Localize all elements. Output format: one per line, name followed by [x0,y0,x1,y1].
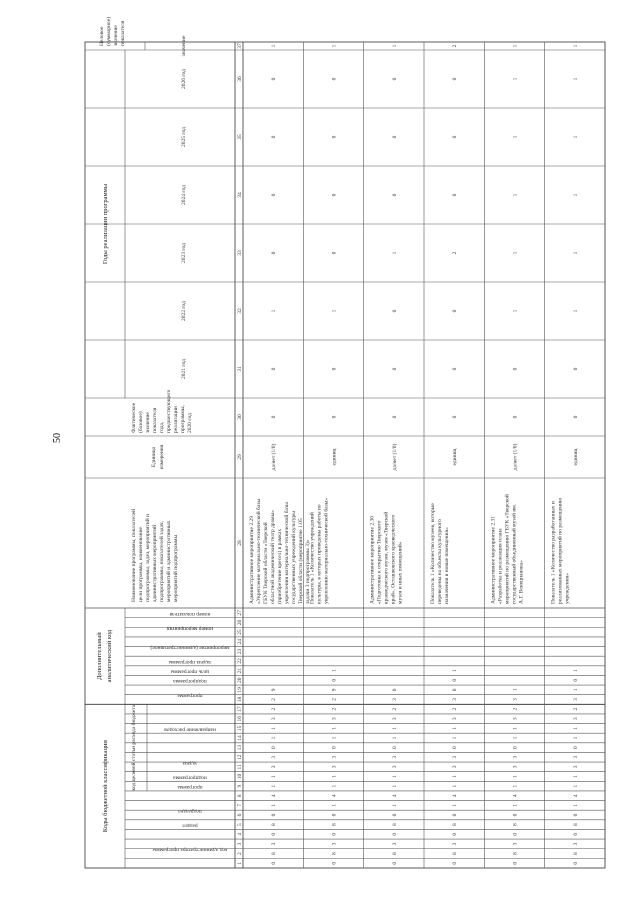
row-code-digit: 0 [452,813,459,817]
row-code-digit: 0 [452,746,459,750]
header-kcsr-group: код целевой статьи расхода бюджета [131,704,137,791]
column-number: 9 [237,784,243,788]
row-code-digit: 1 [391,775,398,778]
row-year-value: 0 [452,309,459,313]
column-number: 34 [237,192,243,198]
column-number: 12 [237,754,243,761]
row-code-digit: 0 [271,832,278,836]
row-base-value: 0 [452,415,459,419]
row-code-digit: 3 [391,755,398,759]
row-code-digit: 1 [331,784,338,788]
header-kbk-group: Коды бюджетной классификации [102,740,109,833]
row-target-value: 1 [271,44,278,48]
row-code-digit: 1 [271,736,278,740]
row-name: Административное мероприятие 2.31«Разработка и реализация планамероприятий по размещению ГБУК «Тверскойгосударственный объединенный музей им.А.Г. Венецианова» [490,494,525,604]
row-year-value: 0 [271,193,278,197]
row-code-digit: 0 [572,832,579,836]
row-code-digit: 1 [391,784,398,788]
row-code-digit: 3 [391,765,398,769]
column-number: 21 [237,667,243,674]
row-year-value: 2 [452,251,459,255]
header-year-2022: 2022 год [181,301,187,321]
row-code-digit: 0 [512,813,519,817]
row-code-digit: 3 [452,755,459,759]
row-year-value: 0 [271,367,278,371]
row-code-digit: 1 [271,784,278,788]
row-code-digit: 1 [572,784,579,788]
column-number: 15 [237,725,243,732]
row-code-digit: 8 [271,823,278,827]
header-additional-group-line2: аналитический код [106,629,113,683]
row-code-digit: 1 [271,775,278,778]
row-code-digit: 3 [331,842,338,846]
row-code-digit: 0 [331,813,338,817]
column-number: 8 [237,794,243,798]
row-code-digit: 8 [391,852,398,855]
column-number: 17 [237,706,243,712]
row-code-digit: 3 [271,842,278,846]
row-code-digit: 0 [391,832,398,836]
row-code-digit: 3 [512,842,519,846]
row-code-digit: 2 [452,707,459,711]
row-code-digit: 3 [572,765,579,769]
row-year-value: 1 [572,251,579,255]
column-number: 36 [237,76,243,82]
row-code-digit: 1 [331,804,338,807]
row-code-digit: 8 [331,852,338,855]
row-code-digit: 0 [572,746,579,750]
row-year-value: 0 [391,77,398,81]
header-year-2026: 2026 год [181,69,187,89]
column-number: 16 [237,715,243,722]
row-code-digit: 0 [572,861,579,865]
column-number: 2 [237,852,243,855]
header-fact-col: Фактическое(базовое)значениепоказателягода,предшествующегореализациипрограммы,2020 год [131,389,193,433]
row-unit: единиц [572,448,579,466]
header-code-label: направление расходов [164,726,216,733]
column-number: 37 [237,43,243,49]
row-code-digit: 3 [331,755,338,759]
row-code-digit: 2 [331,698,338,701]
row-year-value: 1 [512,77,519,81]
row-code-digit: 1 [512,688,519,692]
row-code-digit: 1 [512,726,519,730]
row-code-digit: 8 [331,823,338,827]
row-year-value: 0 [331,251,338,255]
row-unit: единиц [331,448,338,466]
column-number: 24 [237,638,243,645]
page-number: 50 [52,433,63,443]
header-code-label: цель программы [170,668,210,675]
row-code-digit: 1 [271,726,278,730]
row-target-value: 2 [452,44,459,48]
header-unit-col-line2: измерения [159,444,165,470]
header-code-label: номер показателя [169,610,211,617]
column-number: 4 [237,832,243,836]
row-code-digit: 0 [452,688,459,692]
header-code-label: подпрограмма [173,678,207,685]
row-code-digit: 1 [452,775,459,778]
row-code-digit: 8 [512,852,519,855]
row-year-value: 1 [572,193,579,197]
row-year-value: 0 [271,135,278,139]
row-code-digit: 1 [572,775,579,778]
row-year-value: 0 [391,367,398,371]
row-code-digit: 4 [452,794,459,798]
row-year-value: 1 [331,309,338,313]
header-year-2023: 2023 год [181,243,187,263]
row-code-digit: 3 [572,842,579,846]
row-code-digit: 8 [271,852,278,855]
row-code-digit: 1 [331,669,338,672]
row-code-digit: 0 [331,832,338,836]
row-code-digit: 0 [512,861,519,865]
row-year-value: 0 [331,135,338,139]
row-target-value: 1 [572,44,579,48]
header-target-sub: значение [181,35,187,57]
row-code-digit: 1 [391,726,398,730]
header-year-2021: 2021 год [181,359,187,379]
row-code-digit: 1 [331,736,338,740]
row-year-value: 1 [391,251,398,255]
row-year-value: 0 [271,251,278,255]
row-year-value: 1 [512,309,519,313]
row-year-value: 0 [271,77,278,81]
row-code-digit: 3 [452,698,459,701]
row-code-digit: 0 [331,861,338,865]
header-name-col: Наименование программы, показателейцели программы, наименованиеподпрограммы, задач, мероприятий иадминистративных мероприятийподпрограммы, показателей задач,мероприятий и административныхмероприятий подпрограммы [131,508,179,602]
header-code-label: программа [177,784,203,791]
row-code-digit: 0 [271,813,278,817]
row-code-digit: 2 [271,707,278,711]
column-number: 1 [237,861,243,865]
row-code-digit: 2 [512,707,519,711]
row-code-digit: 8 [452,852,459,855]
row-code-digit: 1 [512,804,519,807]
column-number: 33 [237,250,243,256]
header-unit-col: Единица [151,446,157,468]
row-code-digit: 3 [572,717,579,721]
header-code-label: подраздел [178,808,202,815]
row-code-digit: 1 [452,784,459,788]
row-year-value: 0 [331,367,338,371]
row-code-digit: 1 [271,804,278,807]
header-target-col: Целевое(суммарное)значениепоказателя [99,16,126,46]
row-code-digit: 3 [512,755,519,759]
row-year-value: 0 [572,367,579,371]
column-number: 10 [237,773,243,780]
header-code-label: подпрограмма [173,774,207,781]
row-code-digit: 8 [391,823,398,827]
column-number: 25 [237,629,243,635]
row-code-digit: 4 [271,794,278,798]
row-code-digit: 0 [331,746,338,750]
rotated-table-container [85,16,605,868]
row-code-digit: 3 [391,842,398,846]
row-code-digit: 1 [572,669,579,672]
row-code-digit: 1 [572,736,579,740]
row-code-digit: 1 [512,736,519,740]
row-year-value: 0 [452,367,459,371]
row-code-digit: 1 [512,775,519,778]
row-target-value: 1 [391,44,398,48]
row-base-value: 0 [391,415,398,419]
column-number: 19 [237,687,243,693]
column-number: 3 [237,842,243,846]
header-code-label: номер мероприятия [166,625,214,632]
row-year-value: 0 [391,309,398,313]
row-code-digit: 0 [452,678,459,682]
row-code-digit: 8 [572,823,579,827]
row-year-value: 1 [512,251,519,255]
header-code-label: код администратора программы [152,846,228,853]
row-code-digit: 2 [391,707,398,711]
row-year-value: 0 [452,193,459,197]
row-code-digit: 4 [331,794,338,798]
header-year-2024: 2024 год [181,185,187,205]
row-code-digit: 1 [572,688,579,692]
row-year-value: 0 [391,135,398,139]
row-year-value: 1 [271,309,278,313]
column-number: 26 [237,619,243,626]
row-unit: да/нет (1/0) [271,443,278,471]
row-base-value: 0 [512,415,519,419]
row-code-digit: 1 [331,775,338,778]
row-year-value: 1 [512,135,519,139]
row-code-digit: 0 [391,688,398,692]
column-number: 35 [237,134,243,140]
column-number: 18 [237,696,243,703]
row-code-digit: 3 [452,765,459,769]
row-code-digit: 3 [452,842,459,846]
row-name: Показатель 1 «Количество учрежденийкультуры, в которых проведены работы поукреплению материально-технической базы» [309,497,330,604]
row-code-digit: 1 [452,669,459,672]
row-code-digit: 3 [572,755,579,759]
row-code-digit: 1 [452,736,459,740]
column-number: 22 [237,658,243,664]
header-code-label: мероприятие (административное) [150,644,230,651]
column-number: 29 [237,454,243,460]
row-code-digit: 1 [391,736,398,740]
row-code-digit: 0 [331,678,338,682]
row-code-digit: 9 [271,688,278,692]
row-base-value: 0 [331,415,338,419]
row-code-digit: 0 [572,678,579,682]
column-number: 13 [237,744,243,751]
row-name: Показатель 1 «Количество музеев, которыепереведены на объекты культурногоназначения в новые помещения» [430,503,450,604]
row-code-digit: 4 [572,794,579,798]
row-code-digit: 3 [512,698,519,701]
row-code-digit: 8 [512,823,519,827]
row-code-digit: 1 [391,804,398,807]
row-code-digit: 3 [331,765,338,769]
row-year-value: 0 [452,135,459,139]
column-number: 27 [237,610,243,616]
row-code-digit: 0 [512,832,519,836]
row-code-digit: 3 [512,765,519,769]
row-code-digit: 3 [271,765,278,769]
row-code-digit: 2 [271,698,278,701]
row-code-digit: 0 [391,813,398,817]
row-code-digit: 1 [452,804,459,807]
row-base-value: 0 [271,415,278,419]
header-year-2025: 2025 год [181,127,187,147]
column-number: 30 [237,414,243,420]
column-number: 20 [237,677,243,683]
row-year-value: 0 [452,77,459,81]
column-number: 6 [237,813,243,817]
row-code-digit: 0 [512,746,519,750]
row-code-digit: 4 [391,794,398,798]
row-target-value: 1 [512,44,519,48]
row-code-digit: 3 [391,717,398,721]
row-code-digit: 3 [271,717,278,721]
column-number: 32 [237,308,243,314]
row-name: Показатель 1 «Количество разработанных иреализованных мероприятий по размещениюучреждения» [550,497,571,604]
row-code-digit: 9 [331,688,338,692]
header-additional-group: Дополнительный [96,632,103,681]
row-code-digit: 0 [271,746,278,750]
row-name: Административное мероприятие 2.30«Подготовка к открытию Тверскогокраеведческого музея, музея «Тверскойкрай», Осташковского краеведческогомузея и иных помещений» [369,511,404,604]
row-year-value: 1 [572,309,579,313]
program-indicators-table [85,16,605,868]
row-unit: да/нет (1/0) [391,443,398,471]
row-code-digit: 2 [572,707,579,711]
row-code-digit: 0 [572,813,579,817]
row-code-digit: 8 [572,852,579,855]
row-code-digit: 0 [391,861,398,865]
row-code-digit: 0 [452,832,459,836]
row-code-digit: 1 [331,726,338,730]
column-number: 5 [237,823,243,827]
header-code-label: задача [182,760,198,767]
header-code-label: программа [177,692,203,699]
column-number: 7 [237,804,243,807]
row-unit: единиц [452,448,459,466]
row-year-value: 0 [331,193,338,197]
row-code-digit: 4 [512,794,519,798]
row-unit: да/нет (1/0) [512,443,519,471]
row-code-digit: 1 [512,784,519,788]
row-target-value: 1 [331,44,338,48]
row-code-digit: 1 [572,804,579,807]
header-years-group: Годы реализации программы [102,183,109,265]
row-year-value: 0 [391,193,398,197]
row-code-digit: 0 [452,861,459,865]
row-year-value: 0 [512,367,519,371]
row-year-value: 0 [331,77,338,81]
row-year-value: 1 [572,77,579,81]
row-name: Административное мероприятие 2.29«Укрепление материально-технической базыГБУК Тверской области «Тверскойобластной академический театр драмы»(приобретение кресел) в рамкахукрепления материально-технической базыгосударственных учреждений культурыТверской области (мероприятие 1.05задачи 3 подпрограммы 3)» [249,498,311,604]
row-code-digit: 3 [452,717,459,721]
header-code-label: задача программы [168,658,212,665]
header-code-label: раздел [182,822,198,829]
row-code-digit: 0 [391,746,398,750]
row-code-digit: 3 [271,755,278,759]
row-base-value: 0 [572,415,579,419]
row-code-digit: 1 [572,726,579,730]
column-number: 14 [237,735,243,741]
column-number: 11 [237,764,243,770]
row-code-digit: 1 [452,726,459,730]
row-code-digit: 3 [391,698,398,701]
column-number: 28 [237,540,243,546]
column-number: 23 [237,648,243,655]
row-code-digit: 2 [331,707,338,711]
column-number: 31 [237,366,243,372]
row-code-digit: 3 [572,698,579,701]
row-year-value: 1 [512,193,519,197]
row-code-digit: 0 [271,861,278,865]
row-code-digit: 8 [452,823,459,827]
row-year-value: 1 [572,135,579,139]
row-code-digit: 3 [512,717,519,721]
row-code-digit: 3 [331,717,338,721]
